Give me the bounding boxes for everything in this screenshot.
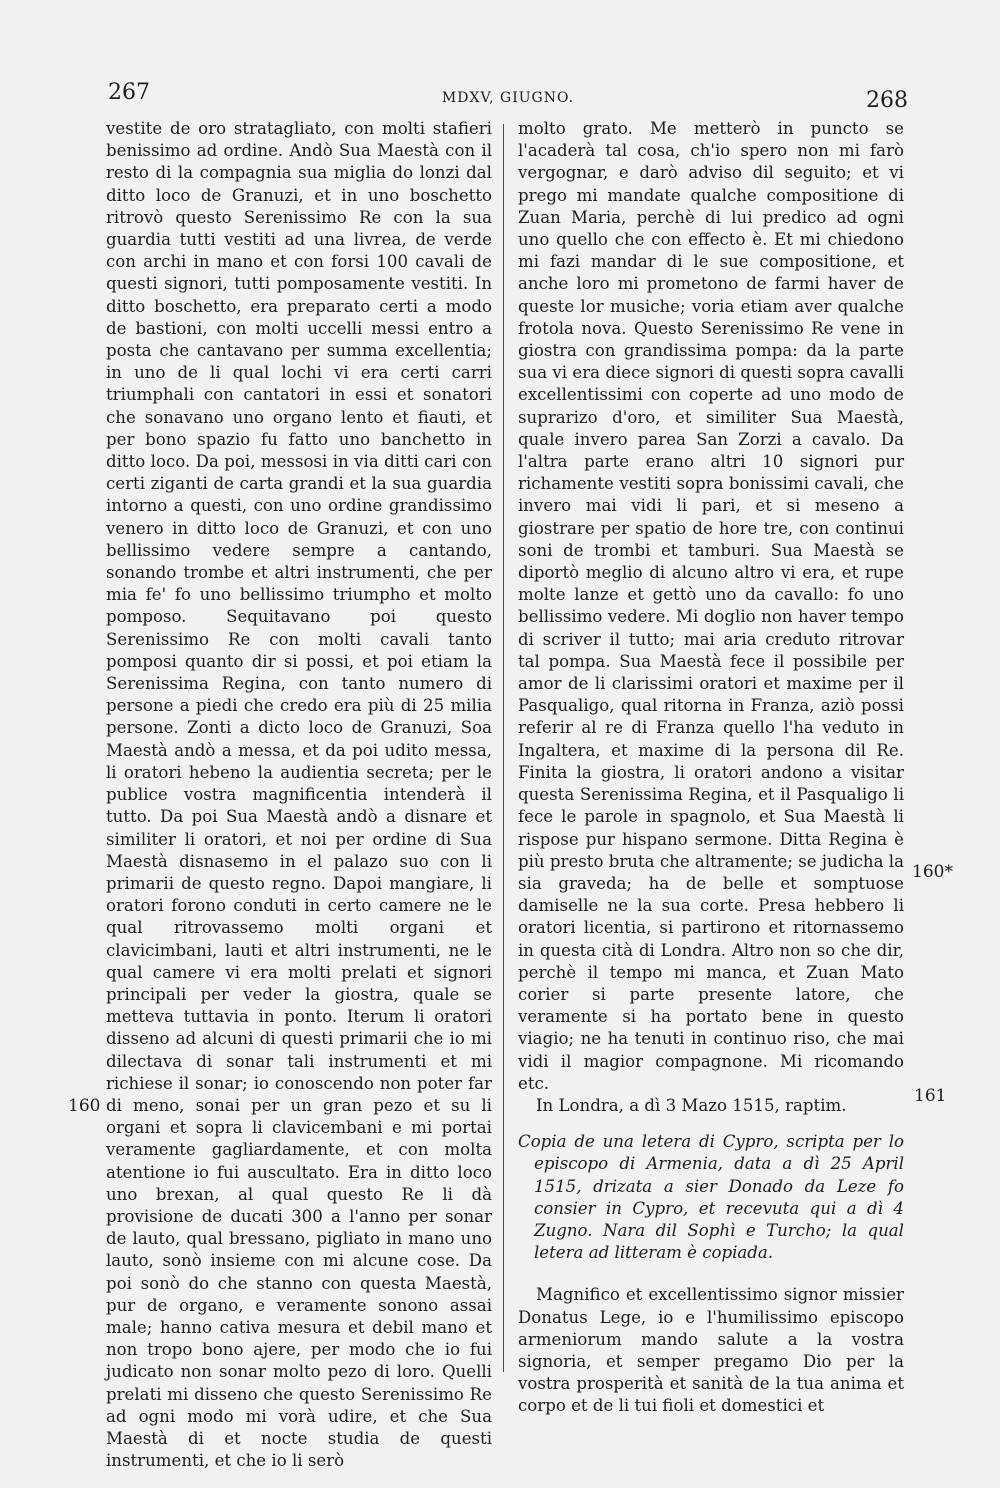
right-paragraph: molto grato. Me metterò in puncto se l'acaderà tal cosa, ch'io spero non mi farò vergognar, e darò adviso dil seguito; et vi prego mi mandate qualche compositione di Zuan Maria, perchè di lui predico ad ogni uno quello che con effecto è. Et mi chiedono mi fazi mandar di le sue compositione, et anche loro mi prometono de farmi haver de queste lor musiche; voria etiam aver qualche frotola nova. Questo Serenissimo Re vene in giostra con grandissima pompa: da la parte sua vi era diece signori di questi sopra cavalli excellentissimi con coperte ad uno modo de suprarizo d'oro, et similiter Sua Maestà, quale invero parea San Zorzi a cavalo. Da l'altra parte erano altri 10 signori pur richamente vestiti sopra bonissimi cavali, che invero mai vidi li pari, et si meseno a giostrare per spatio de hore tre, con continui soni de trombi et tamburi. Sua Maestà se diportò meglio di alcuno altro vi era, et rupe molte lanze et gettò uno da cavallo: fo uno bellissimo vedere. Mi doglio non haver tempo di scriver il tutto; mai aria creduto ritrovar tal pompa. Sua Maestà fece il possibile per amor de li clarissimi oratori et maxime per il Pasqualigo, qual ritorna in Franza, aziò possi referir al re di Franza quello l'ha veduto in Ingaltera, et maxime di la persona dil Re. Finita la giostra, li oratori andono a visitar questa Serenissima Regina, et il Pasqualigo li fece le parole in spagnolo, et Sua Maestà li rispose pur hispano sermone. Ditta Regina è più presto bruta che altramente; se judicha la sia graveda; ha de belle et somptuose damiselle ne la sua corte. Presa hebbero li oratori licentia, si partirono et ritornassemo in questa cità di Londra. Altro non so che dir, perchè il tempo mi manca, et Zuan Mato corier si parte presente latore, che veramente si ha portato bene in questo viagio; ne ha tenuti in continuo riso, che mai vidi il magior compagnone. Mi ricomando etc. xyxy=(518,119,904,1093)
running-title: MDXV, GIUGNO. xyxy=(441,90,575,106)
dateline: In Londra, a dì 3 Mazo 1515, raptim. xyxy=(536,1095,847,1115)
left-page-number: 267 xyxy=(108,80,150,105)
right-page-number: 268 xyxy=(866,88,908,113)
letter-heading: Copia de una letera di Cypro, scripta per lo episcopo di Armenia, data a dì 25 April 1515, drizata a sier Donado da Leze fo consier in Cypro, et recevuta qui a dì 4 Zugno. Nara dil Sophì e Turcho; la qual letera ad litteram è copiada. xyxy=(518,1132,904,1263)
left-column xyxy=(106,118,492,1472)
letter-opening: Magnifico et excellentissimo signor missier Donatus Lege, io e l'humilissimo episcopo armeniorum mando salute a la vostra signoria, et semper pregamo Dio per la vostra prosperità et sanità de la tua anima et corpo et de li tui fioli et domestici et xyxy=(518,1285,904,1416)
right-column xyxy=(518,118,904,1418)
right-margin-number-161: 161 xyxy=(914,1086,947,1106)
left-paragraph: vestite de oro stratagliato, con molti stafieri benissimo ad ordine. Andò Sua Maestà con il resto di la compagnia sua miglia do lonzi dal ditto loco de Granuzi, et in uno boschetto ritrovò questo Serenissimo Re con la sua guardia tutti vestiti ad una livrea, de verde con archi in mano et con forsi 100 cavali de questi signori, tutti pomposamente vestiti. In ditto boschetto, era preparato certi a modo de bastioni, con molti uccelli messi entro a posta che cantavano per summa excellentia; in uno de li qual lochi vi era certi carri triumphali con cantatori in essi et sonatori che sonavano uno organo lento et fiauti, et per bono spazio fu fatto uno banchetto in ditto loco. Da poi, messosi in via ditti cari con certi ziganti de carta grandi et la sua guardia intorno a questi, con uno ordine grandissimo venero in ditto loco de Granuzi, et con uno bellissimo vedere sempre a cantando, sonando trombe et altri instrumenti, che per mia fe' fo uno bellissimo triumpho et molto pomposo. Sequitavano poi questo Serenissimo Re con molti cavali tanto pomposi quanto dir si possi, et poi etiam la Serenissima Regina, con tanto numero di persone a piedi che credo era più di 25 milia persone. Zonti a dicto loco de Granuzi, Soa Maestà andò a messa, et da poi udito messa, li oratori hebeno la audientia secreta; per le publice vostra magnificentia intenderà il tutto. Da poi Sua Maestà andò a disnare et similiter li oratori, et noi per ordine di Sua Maestà disnasemo in el palazo suo con li primarii de questo regno. Dapoi mangiare, li oratori forono conduti in certo camere ne le qual ritrovassemo molti organi et clavicimbani, lauti et altri instrumenti, ne le qual camere vi era molti prelati et signori principali per veder la giostra, quale se metteva tuttavia in ponto. Iterum li oratori disseno ad alcuni di questi primarii che io mi dilectava di sonar tali instrumenti et mi richiese il sonar; io conoscendo non poter far di meno, sonai per un gran pezo et su li organi et sopra li clavicembani e mi portai veramente gagliardamente, et con molta atentione io fui auscultato. Era in ditto loco uno brexan, al qual questo Re li dà provisione de ducati 300 a l'anno per sonar de lauto, qual bressano, pigliato in mano uno lauto, sonò insieme con mi alcune cose. Da poi sonò do che stanno con questa Maestà, pur de organo, e veramente sonono assai male; hanno cativa mesura et debil mano et non tropo bono ajere, per modo che io fui judicato non sonar molto pezo di loro. Quelli prelati mi disseno che questo Serenissimo Re ad ogni modo mi vorà udire, et che Sua Maestà di et nocte studia de questi instrumenti, et che io li serò xyxy=(106,119,492,1471)
column-divider xyxy=(503,124,504,1372)
right-margin-number-160: 160* xyxy=(912,862,953,882)
left-margin-number: 160 xyxy=(68,1096,101,1116)
page-header xyxy=(108,80,908,120)
